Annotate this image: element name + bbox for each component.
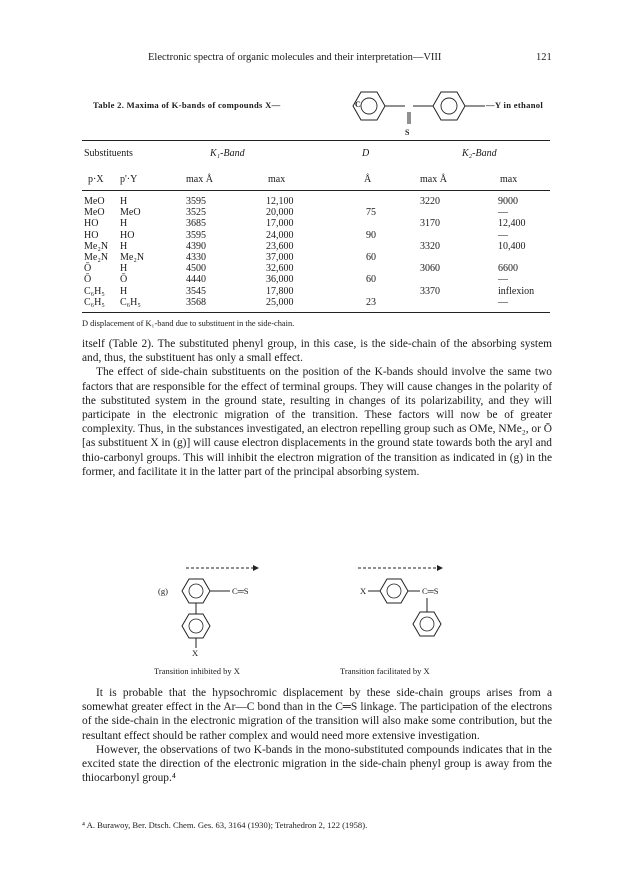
table-footnote: D displacement of K₁-band due to substituent in the side-chain. [82, 319, 295, 328]
col-header-d-unit: Å [364, 174, 372, 185]
figure-caption-left: Transition inhibited by X [154, 666, 240, 676]
table-cell: 25,000 [266, 296, 294, 308]
thiobenzophenone-structure [343, 88, 493, 138]
table-cell: H [120, 263, 128, 275]
table-cell: 3060 [420, 263, 440, 275]
col-header-k1-max: max [268, 174, 286, 185]
table-cell: HO [84, 229, 99, 241]
table-cell: Me₂N [84, 252, 109, 263]
table-cell: 17,000 [266, 218, 294, 230]
table-cell: 12,100 [266, 196, 294, 207]
table-cell: H [120, 196, 128, 207]
paragraph-1: itself (Table 2). The substituted phenyl group, in this case, is the side-chain of the absorbing system and, thus, the substituent has only a small effect. [82, 338, 552, 365]
table-cell: Me₂N [120, 252, 145, 263]
table-cell: HO [84, 218, 99, 230]
table-cell: MeO [84, 207, 105, 219]
table-cell: — [498, 207, 508, 219]
caption-c-atom: C [355, 100, 362, 109]
table-cell: 23,600 [266, 240, 294, 252]
figure-caption-right: Transition facilitated by X [340, 666, 430, 676]
table-cell: H [120, 218, 128, 230]
table-cell: 3595 [186, 196, 206, 207]
table-cell: 6600 [498, 263, 518, 275]
figure-g-label: (g) [158, 586, 168, 596]
table-cell: MeO [84, 196, 105, 207]
table-cell: 24,000 [266, 229, 294, 241]
body-paragraphs-top [82, 337, 552, 479]
figure-right-substituent: X [360, 586, 367, 596]
table-cell: 4390 [186, 240, 206, 252]
table-cell: 4440 [186, 274, 206, 286]
table-header-rule [82, 190, 550, 191]
table-cell: Me₂N [84, 240, 109, 252]
table-cell: Ō [120, 274, 128, 286]
paragraph-3: It is probable that the hypsochromic displacement by these side-chain groups arises from a somewhat greater effect in the Ar—C bond than in the C═S linkage. The participation of the electrons of the side-chain in the electronic migration of the transition will also make some contribution, but the resultant effect should be rather complex and would need more extensive investigation. [82, 687, 552, 742]
table-cell: 60 [366, 274, 376, 286]
col-header-k2-wavelength: max Å [420, 174, 447, 185]
header-substituents: Substituents [84, 148, 133, 159]
table-cell: 3320 [420, 240, 440, 252]
table-cell: 17,800 [266, 285, 294, 297]
table-cell: 10,400 [498, 240, 526, 252]
table-cell: 36,000 [266, 274, 294, 286]
paragraph-4: However, the observations of two K-bands in the mono-substituted compounds indicates that in the excited state the direction of the electronic migration in the side-chain phenyl group is away from the thiocarbonyl group.⁴ [82, 743, 552, 785]
caption-prefix: Table 2. Maxima of K-bands of compounds X— [93, 100, 281, 110]
table-cell: H [120, 240, 128, 252]
table-cell: C₆H₅ [120, 296, 141, 308]
col-header-k1-wavelength: max Å [186, 174, 213, 185]
table-cell: Ō [84, 263, 92, 275]
table-cell: H [120, 285, 128, 297]
table-cell: MeO [120, 207, 141, 219]
table-cell: 3170 [420, 218, 440, 230]
table-cell: 3568 [186, 296, 206, 308]
paragraph-2: The effect of side-chain substituents on the position of the K-bands should involve the same two factors that are responsible for the effect of terminal groups. They will cause changes in the polarity of the substituted system in the ground state, resulting in changes of its polarizability, and they will participate in the electronic migration of the transition. These factors will now be of greater complexity. Thus, in the substances investigated, an electron repelling group such as OMe, NMe₂, or Ō [as substituent X in (g)] will cause electron displacements in the ground state towards both the aryl and thio-carbonyl groups. This will inhibit the electron migration of the transition as indicated in (g) in the former, and facilitate it in the latter part of the principal absorbing system. [82, 366, 552, 478]
table-cell: 37,000 [266, 252, 294, 263]
table-cell: 4330 [186, 252, 206, 263]
reference-footnote: ⁴ A. Burawoy, Ber. Dtsch. Chem. Ges. 63, 3164 (1930); Tetrahedron 2, 122 (1958). [82, 820, 368, 830]
table-cell: HO [120, 229, 135, 241]
header-d: D [362, 148, 370, 159]
figure-right-thiocarbonyl: C═S [422, 586, 439, 596]
table-cell: 3685 [186, 218, 206, 230]
table-bottom-rule [82, 312, 550, 313]
table-cell: 75 [366, 207, 376, 219]
figure-left-thiocarbonyl: C═S [232, 586, 249, 596]
header-k1-band: K₁-Band [210, 148, 245, 159]
col-header-py: p'·Y [120, 174, 138, 185]
table-cell: inflexion [498, 285, 535, 297]
running-title: Electronic spectra of organic molecules and their interpretation—VIII [148, 52, 442, 63]
table-cell: 23 [366, 296, 376, 308]
table-cell: 3545 [186, 285, 206, 297]
page-number: 121 [536, 52, 552, 63]
table-cell: 60 [366, 252, 376, 263]
col-header-k2-max: max [500, 174, 518, 185]
col-header-px: p·X [88, 174, 104, 185]
table-cell: 32,600 [266, 263, 294, 275]
header-k2-band: K₂-Band [462, 148, 497, 159]
table-top-rule [82, 140, 550, 141]
figure-left-substituent: X [192, 648, 199, 658]
table-cell: 3525 [186, 207, 206, 219]
table-cell: 3595 [186, 229, 206, 241]
table-cell: C₆H₅ [84, 285, 105, 297]
table-cell: 9000 [498, 196, 518, 207]
figure-g-structures [140, 562, 560, 662]
caption-suffix: —Y in ethanol [486, 100, 544, 110]
table-cell: C₆H₅ [84, 296, 105, 308]
table-cell: 12,400 [498, 218, 526, 230]
figure-g [140, 562, 560, 682]
table-cell: 3370 [420, 285, 440, 297]
caption-s-atom: S [405, 128, 410, 137]
table-cell: 90 [366, 229, 376, 241]
table-cell: — [498, 296, 508, 308]
table-cell: — [498, 229, 508, 241]
table-cell: 3220 [420, 196, 440, 207]
table-cell: 4500 [186, 263, 206, 275]
body-paragraphs-bottom [82, 686, 552, 785]
table-cell: 20,000 [266, 207, 294, 219]
table-cell: Ō [84, 274, 92, 286]
table-cell: — [498, 274, 508, 286]
